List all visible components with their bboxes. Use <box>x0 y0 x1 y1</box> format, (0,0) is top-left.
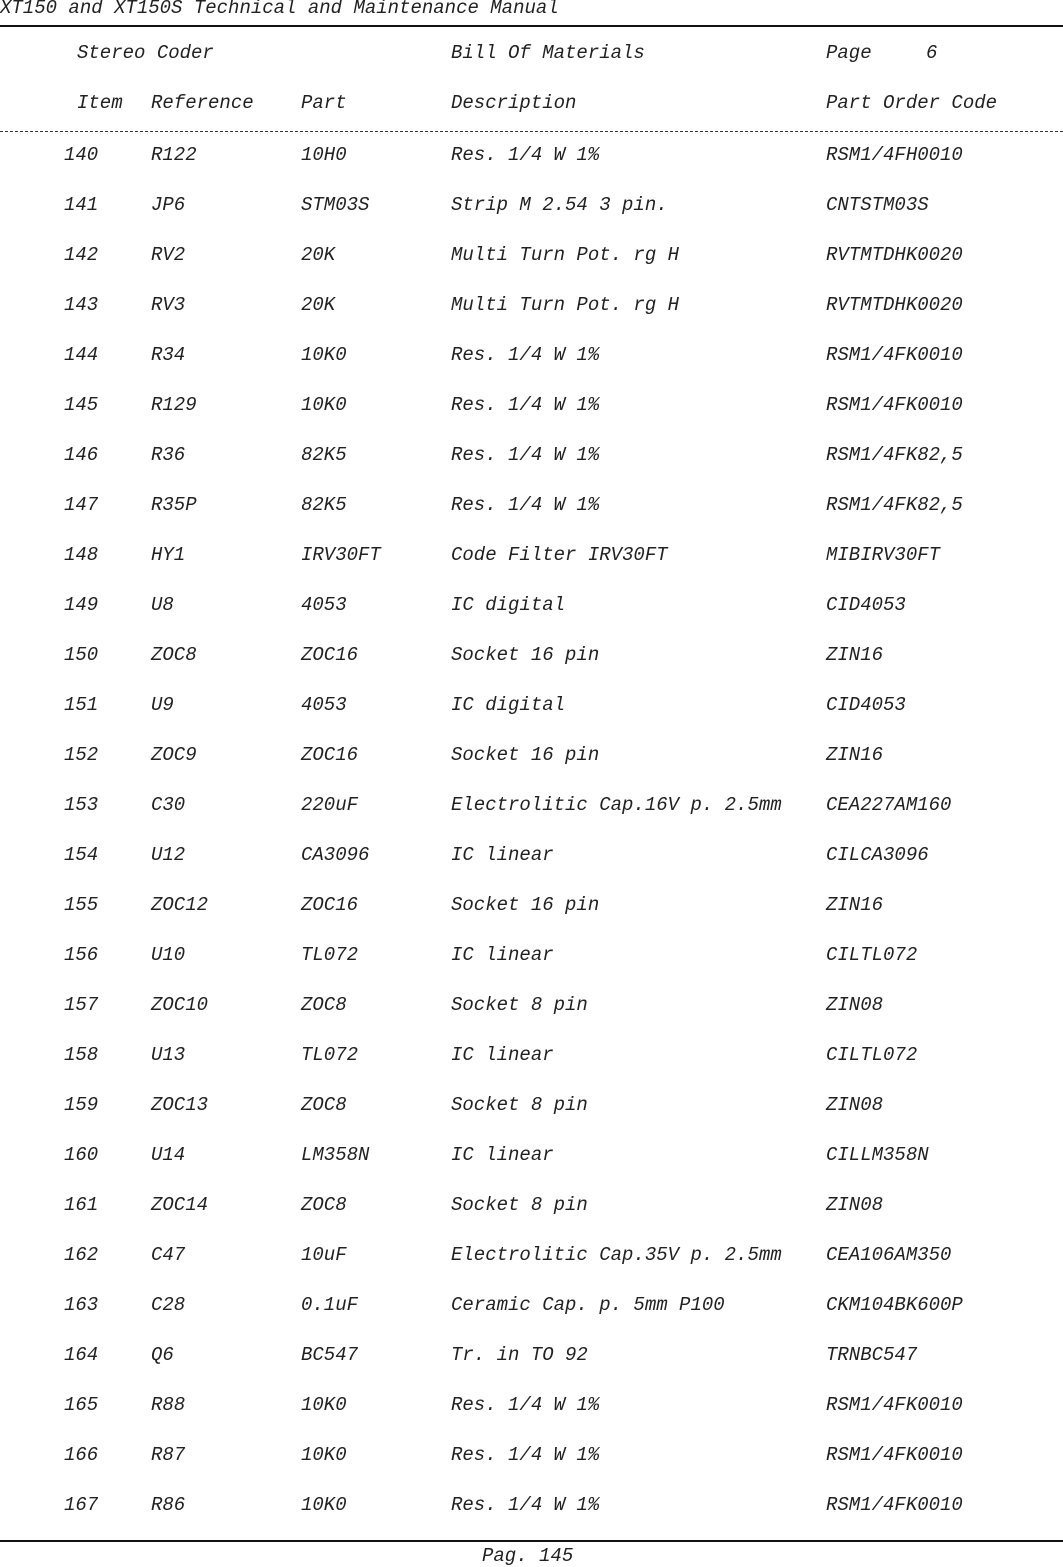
table-row <box>0 1394 1063 1418</box>
reference-cell: U8 <box>151 594 174 616</box>
table-row <box>0 344 1063 368</box>
part-cell: 4053 <box>301 594 347 616</box>
reference-cell: R88 <box>151 1394 186 1416</box>
column-header-reference: Reference <box>151 92 254 114</box>
reference-cell: C47 <box>151 1244 186 1266</box>
bottom-rule <box>0 1540 1063 1542</box>
part-cell: TL072 <box>301 944 359 966</box>
item-cell: 157 <box>64 994 99 1016</box>
part-cell: 10K0 <box>301 1494 347 1516</box>
reference-cell: U9 <box>151 694 174 716</box>
description-cell: Electrolitic Cap.35V p. 2.5mm <box>451 1244 782 1266</box>
part-cell: 10K0 <box>301 1444 347 1466</box>
item-cell: 164 <box>64 1344 99 1366</box>
table-row <box>0 1094 1063 1118</box>
order-code-cell: CKM104BK600P <box>826 1294 963 1316</box>
order-code-cell: ZIN08 <box>826 1094 884 1116</box>
order-code-cell: ZIN16 <box>826 644 884 666</box>
table-row <box>0 1494 1063 1518</box>
order-code-cell: TRNBC547 <box>826 1344 918 1366</box>
reference-cell: ZOC9 <box>151 744 197 766</box>
reference-cell: ZOC13 <box>151 1094 209 1116</box>
reference-cell: ZOC10 <box>151 994 209 1016</box>
part-cell: 0.1uF <box>301 1294 359 1316</box>
reference-cell: R87 <box>151 1444 186 1466</box>
reference-cell: C28 <box>151 1294 186 1316</box>
table-row <box>0 194 1063 218</box>
part-cell: 10K0 <box>301 344 347 366</box>
header-divider <box>0 131 1063 132</box>
part-cell: 4053 <box>301 694 347 716</box>
reference-cell: ZOC12 <box>151 894 209 916</box>
description-cell: IC linear <box>451 844 554 866</box>
order-code-cell: CILTL072 <box>826 944 918 966</box>
table-row <box>0 1144 1063 1168</box>
item-cell: 145 <box>64 394 99 416</box>
part-cell: BC547 <box>301 1344 359 1366</box>
order-code-cell: ZIN16 <box>826 744 884 766</box>
part-cell: TL072 <box>301 1044 359 1066</box>
description-cell: Socket 16 pin <box>451 744 600 766</box>
column-header-description: Description <box>451 92 577 114</box>
part-cell: IRV30FT <box>301 544 381 566</box>
column-header-part: Part <box>301 92 347 114</box>
reference-cell: U13 <box>151 1044 186 1066</box>
document-title: XT150 and XT150S Technical and Maintenance Manual <box>0 0 559 19</box>
item-cell: 151 <box>64 694 99 716</box>
order-code-cell: CNTSTM03S <box>826 194 929 216</box>
column-header-item: Item <box>77 92 123 114</box>
table-row <box>0 1194 1063 1218</box>
order-code-cell: RSM1/4FK82,5 <box>826 494 963 516</box>
order-code-cell: RVTMTDHK0020 <box>826 294 963 316</box>
table-row <box>0 1244 1063 1268</box>
item-cell: 153 <box>64 794 99 816</box>
order-code-cell: RSM1/4FK0010 <box>826 1494 963 1516</box>
reference-cell: U14 <box>151 1144 186 1166</box>
description-cell: Socket 16 pin <box>451 644 600 666</box>
order-code-cell: MIBIRV30FT <box>826 544 941 566</box>
order-code-cell: CILTL072 <box>826 1044 918 1066</box>
table-row <box>0 294 1063 318</box>
part-cell: ZOC8 <box>301 1194 347 1216</box>
part-cell: STM03S <box>301 194 370 216</box>
description-cell: Strip M 2.54 3 pin. <box>451 194 668 216</box>
reference-cell: R86 <box>151 1494 186 1516</box>
table-row <box>0 1444 1063 1468</box>
part-cell: 20K <box>301 294 336 316</box>
item-cell: 148 <box>64 544 99 566</box>
table-row <box>0 394 1063 418</box>
description-cell: Multi Turn Pot. rg H <box>451 244 680 266</box>
order-code-cell: ZIN08 <box>826 1194 884 1216</box>
item-cell: 141 <box>64 194 99 216</box>
reference-cell: R34 <box>151 344 186 366</box>
reference-cell: U12 <box>151 844 186 866</box>
item-cell: 143 <box>64 294 99 316</box>
part-cell: ZOC16 <box>301 894 359 916</box>
table-row <box>0 244 1063 268</box>
description-cell: IC linear <box>451 1144 554 1166</box>
part-cell: CA3096 <box>301 844 370 866</box>
reference-cell: C30 <box>151 794 186 816</box>
reference-cell: JP6 <box>151 194 186 216</box>
table-row <box>0 544 1063 568</box>
item-cell: 142 <box>64 244 99 266</box>
part-cell: 10K0 <box>301 1394 347 1416</box>
reference-cell: U10 <box>151 944 186 966</box>
description-cell: IC linear <box>451 1044 554 1066</box>
item-cell: 152 <box>64 744 99 766</box>
item-cell: 147 <box>64 494 99 516</box>
item-cell: 140 <box>64 144 99 166</box>
section-title: Stereo Coder <box>77 42 214 64</box>
column-header-order-code: Part Order Code <box>826 92 998 114</box>
part-cell: 220uF <box>301 794 359 816</box>
description-cell: Multi Turn Pot. rg H <box>451 294 680 316</box>
table-row <box>0 744 1063 768</box>
order-code-cell: ZIN08 <box>826 994 884 1016</box>
page-label: Page <box>826 42 872 64</box>
description-cell: Res. 1/4 W 1% <box>451 1444 600 1466</box>
table-row <box>0 894 1063 918</box>
table-row <box>0 794 1063 818</box>
order-code-cell: RSM1/4FK0010 <box>826 1394 963 1416</box>
item-cell: 144 <box>64 344 99 366</box>
item-cell: 160 <box>64 1144 99 1166</box>
item-cell: 166 <box>64 1444 99 1466</box>
part-cell: ZOC8 <box>301 994 347 1016</box>
description-cell: Res. 1/4 W 1% <box>451 344 600 366</box>
part-cell: 10uF <box>301 1244 347 1266</box>
item-cell: 163 <box>64 1294 99 1316</box>
item-cell: 155 <box>64 894 99 916</box>
table-row <box>0 1344 1063 1368</box>
reference-cell: R129 <box>151 394 197 416</box>
reference-cell: HY1 <box>151 544 186 566</box>
item-cell: 150 <box>64 644 99 666</box>
table-row <box>0 594 1063 618</box>
order-code-cell: RSM1/4FK0010 <box>826 394 963 416</box>
item-cell: 149 <box>64 594 99 616</box>
order-code-cell: CILLM358N <box>826 1144 929 1166</box>
item-cell: 161 <box>64 1194 99 1216</box>
order-code-cell: CEA106AM350 <box>826 1244 952 1266</box>
order-code-cell: CID4053 <box>826 694 906 716</box>
table-row <box>0 1294 1063 1318</box>
part-cell: 82K5 <box>301 444 347 466</box>
description-cell: Socket 8 pin <box>451 1094 588 1116</box>
table-row <box>0 844 1063 868</box>
item-cell: 165 <box>64 1394 99 1416</box>
item-cell: 156 <box>64 944 99 966</box>
description-cell: Tr. in TO 92 <box>451 1344 588 1366</box>
part-cell: ZOC16 <box>301 744 359 766</box>
description-cell: Res. 1/4 W 1% <box>451 144 600 166</box>
table-row <box>0 1044 1063 1068</box>
part-cell: 10H0 <box>301 144 347 166</box>
order-code-cell: RSM1/4FK0010 <box>826 1444 963 1466</box>
page-footer: Pag. 145 <box>482 1545 574 1567</box>
top-rule <box>0 25 1063 27</box>
item-cell: 159 <box>64 1094 99 1116</box>
reference-cell: ZOC8 <box>151 644 197 666</box>
item-cell: 162 <box>64 1244 99 1266</box>
table-row <box>0 444 1063 468</box>
item-cell: 167 <box>64 1494 99 1516</box>
description-cell: IC digital <box>451 594 566 616</box>
table-row <box>0 644 1063 668</box>
order-code-cell: RVTMTDHK0020 <box>826 244 963 266</box>
order-code-cell: CID4053 <box>826 594 906 616</box>
description-cell: Electrolitic Cap.16V p. 2.5mm <box>451 794 782 816</box>
part-cell: ZOC8 <box>301 1094 347 1116</box>
description-cell: IC digital <box>451 694 566 716</box>
description-cell: Res. 1/4 W 1% <box>451 1394 600 1416</box>
description-cell: Res. 1/4 W 1% <box>451 444 600 466</box>
table-row <box>0 994 1063 1018</box>
description-cell: Ceramic Cap. p. 5mm P100 <box>451 1294 725 1316</box>
reference-cell: R35P <box>151 494 197 516</box>
table-row <box>0 494 1063 518</box>
bom-title: Bill Of Materials <box>451 42 645 64</box>
description-cell: Res. 1/4 W 1% <box>451 394 600 416</box>
reference-cell: R36 <box>151 444 186 466</box>
order-code-cell: CILCA3096 <box>826 844 929 866</box>
part-cell: 20K <box>301 244 336 266</box>
order-code-cell: RSM1/4FK82,5 <box>826 444 963 466</box>
part-cell: 10K0 <box>301 394 347 416</box>
part-cell: LM358N <box>301 1144 370 1166</box>
reference-cell: ZOC14 <box>151 1194 209 1216</box>
description-cell: Socket 8 pin <box>451 1194 588 1216</box>
table-row <box>0 694 1063 718</box>
reference-cell: RV2 <box>151 244 186 266</box>
item-cell: 146 <box>64 444 99 466</box>
description-cell: Code Filter IRV30FT <box>451 544 668 566</box>
description-cell: IC linear <box>451 944 554 966</box>
page-number: 6 <box>926 42 938 64</box>
order-code-cell: RSM1/4FH0010 <box>826 144 963 166</box>
reference-cell: R122 <box>151 144 197 166</box>
item-cell: 154 <box>64 844 99 866</box>
description-cell: Socket 8 pin <box>451 994 588 1016</box>
item-cell: 158 <box>64 1044 99 1066</box>
part-cell: 82K5 <box>301 494 347 516</box>
description-cell: Res. 1/4 W 1% <box>451 1494 600 1516</box>
reference-cell: Q6 <box>151 1344 174 1366</box>
part-cell: ZOC16 <box>301 644 359 666</box>
table-row <box>0 144 1063 168</box>
description-cell: Socket 16 pin <box>451 894 600 916</box>
table-row <box>0 944 1063 968</box>
description-cell: Res. 1/4 W 1% <box>451 494 600 516</box>
order-code-cell: CEA227AM160 <box>826 794 952 816</box>
order-code-cell: ZIN16 <box>826 894 884 916</box>
order-code-cell: RSM1/4FK0010 <box>826 344 963 366</box>
reference-cell: RV3 <box>151 294 186 316</box>
